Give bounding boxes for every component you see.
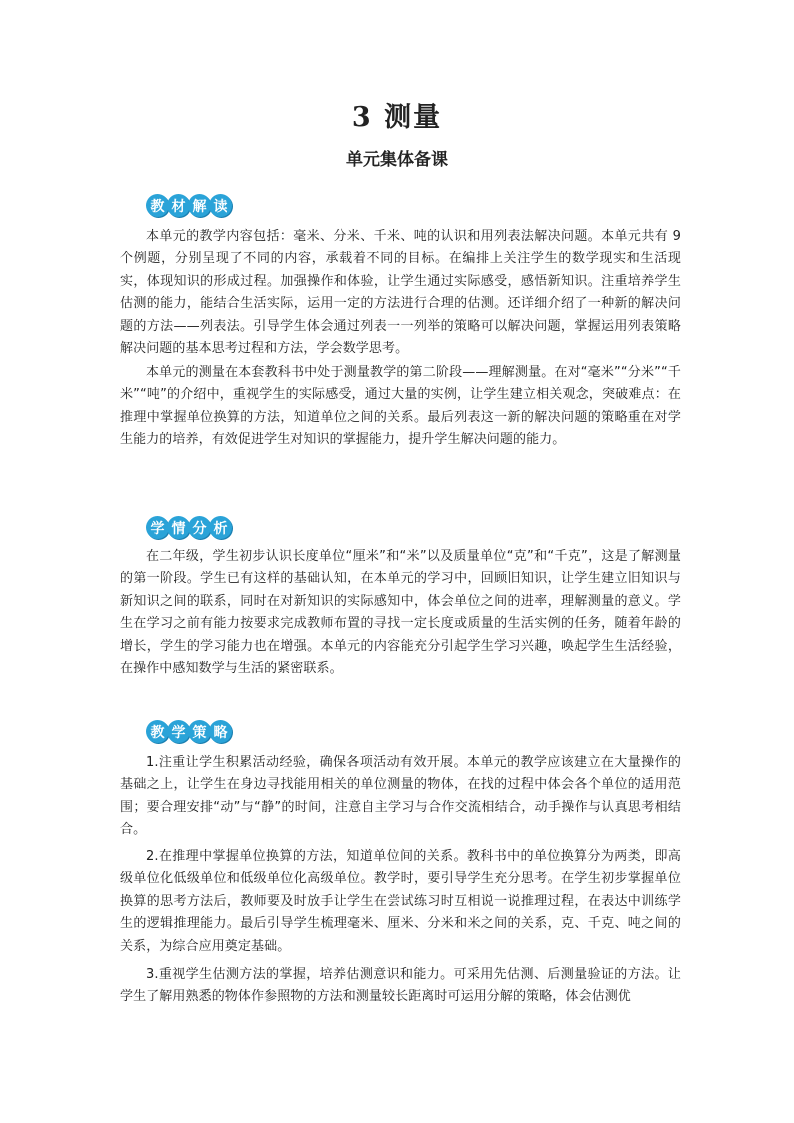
paragraph: 本单元的测量在本套教科书中处于测量教学的第二阶段——理解测量。在对“毫米”“分米”“千米”“吨”的介绍中，重视学生的实际感受，通过大量的实例，让学生建立相关观念，突破难点：在推理中掌握单位换算的方法，知道单位之间的关系。最后列表这一新的解决问题的策略重在对学生能力的培养，有效促进学生对知识的掌握能力，提升学生解决问题的能力。 (120, 365, 681, 448)
chapter-title: 3 测量 (351, 102, 443, 133)
paragraph: 本单元的教学内容包括：毫米、分米、千米、吨的认识和用列表法解决问题。本单元共有 9 个例题，分别呈现了不同的内容，承载着不同的目标。在编排上关注学生的数学现实和生活现实，体现知识的形成过程。加强操作和体验，让学生通过实际感受，感悟新知识。注重培养学生估测的能力，能结合生活实际，运用一定的方法进行合理的估测。还详细介绍了一种新的解决问题的方法——列表法。引导学生体会通过列表一一列举的策略可以解决问题，掌握运用列表策略解决问题的基本思考过程和方法，学会数学思考。 (120, 229, 681, 357)
badge-char: 解 (188, 194, 211, 217)
badge-char: 学 (146, 516, 169, 539)
paragraph: 在二年级，学生初步认识长度单位“厘米”和“米”以及质量单位“克”和“千克”，这是了解测量的第一阶段。学生已有这样的基础认知，在本单元的学习中，回顾旧知识，让学生建立旧知识与新知识之间的联系，同时在对新知识的实际感知中，体会单位之间的进率，理解测量的意义。学生在学习之前有能力按要求完成教师布置的寻找一定长度或质量的生活实例的任务，随着年龄的增长，学生的学习能力也在增强。本单元的内容能充分引起学生学习兴趣，唤起学生生活经验，在操作中感知数学与生活的紧密联系。 (120, 549, 681, 677)
badge-char: 教 (146, 720, 169, 743)
badge-char: 教 (146, 194, 169, 217)
badge-char: 略 (209, 720, 232, 743)
paragraph: 3.重视学生估测方法的掌握，培养估测意识和能力。可采用先估测、后测量验证的方法。让学生了解用熟悉的物体作参照物的方法和测量较长距离时可运用分解的策略，体会估测优 (120, 967, 681, 1005)
badge-char: 分 (188, 516, 211, 539)
section-badge-learning-analysis (146, 514, 230, 541)
paragraph: 1.注重让学生积累活动经验，确保各项活动有效开展。本单元的教学应该建立在大量操作的基础之上，让学生在身边寻找能用相关的单位测量的物体，在找的过程中体会各个单位的适用范围；要合理安排“动”与“静”的时间，注意自主学习与合作交流相结合，动手操作与认真思考相结合。 (120, 755, 681, 838)
badge-char: 策 (188, 720, 211, 743)
badge-char: 读 (209, 194, 232, 217)
section-badge-textbook-reading (146, 192, 230, 219)
badge-char: 析 (209, 516, 232, 539)
chapter-subtitle: 单元集体备课 (346, 150, 448, 170)
badge-char: 情 (167, 516, 190, 539)
paragraph: 2.在推理中掌握单位换算的方法，知道单位间的关系。教科书中的单位换算分为两类，即高级单位化低级单位和低级单位化高级单位。教学时，要引导学生充分思考。在学生初步掌握单位换算的思考方法后，教师要及时放手让学生在尝试练习时互相说一说推理过程，在表达中训练学生的逻辑推理能力。最后引导学生梳理毫米、厘米、分米和米之间的关系，克、千克、吨之间的关系，为综合应用奠定基础。 (120, 849, 681, 954)
badge-char: 学 (167, 720, 190, 743)
section-badge-teaching-strategy (146, 718, 230, 745)
badge-char: 材 (167, 194, 190, 217)
